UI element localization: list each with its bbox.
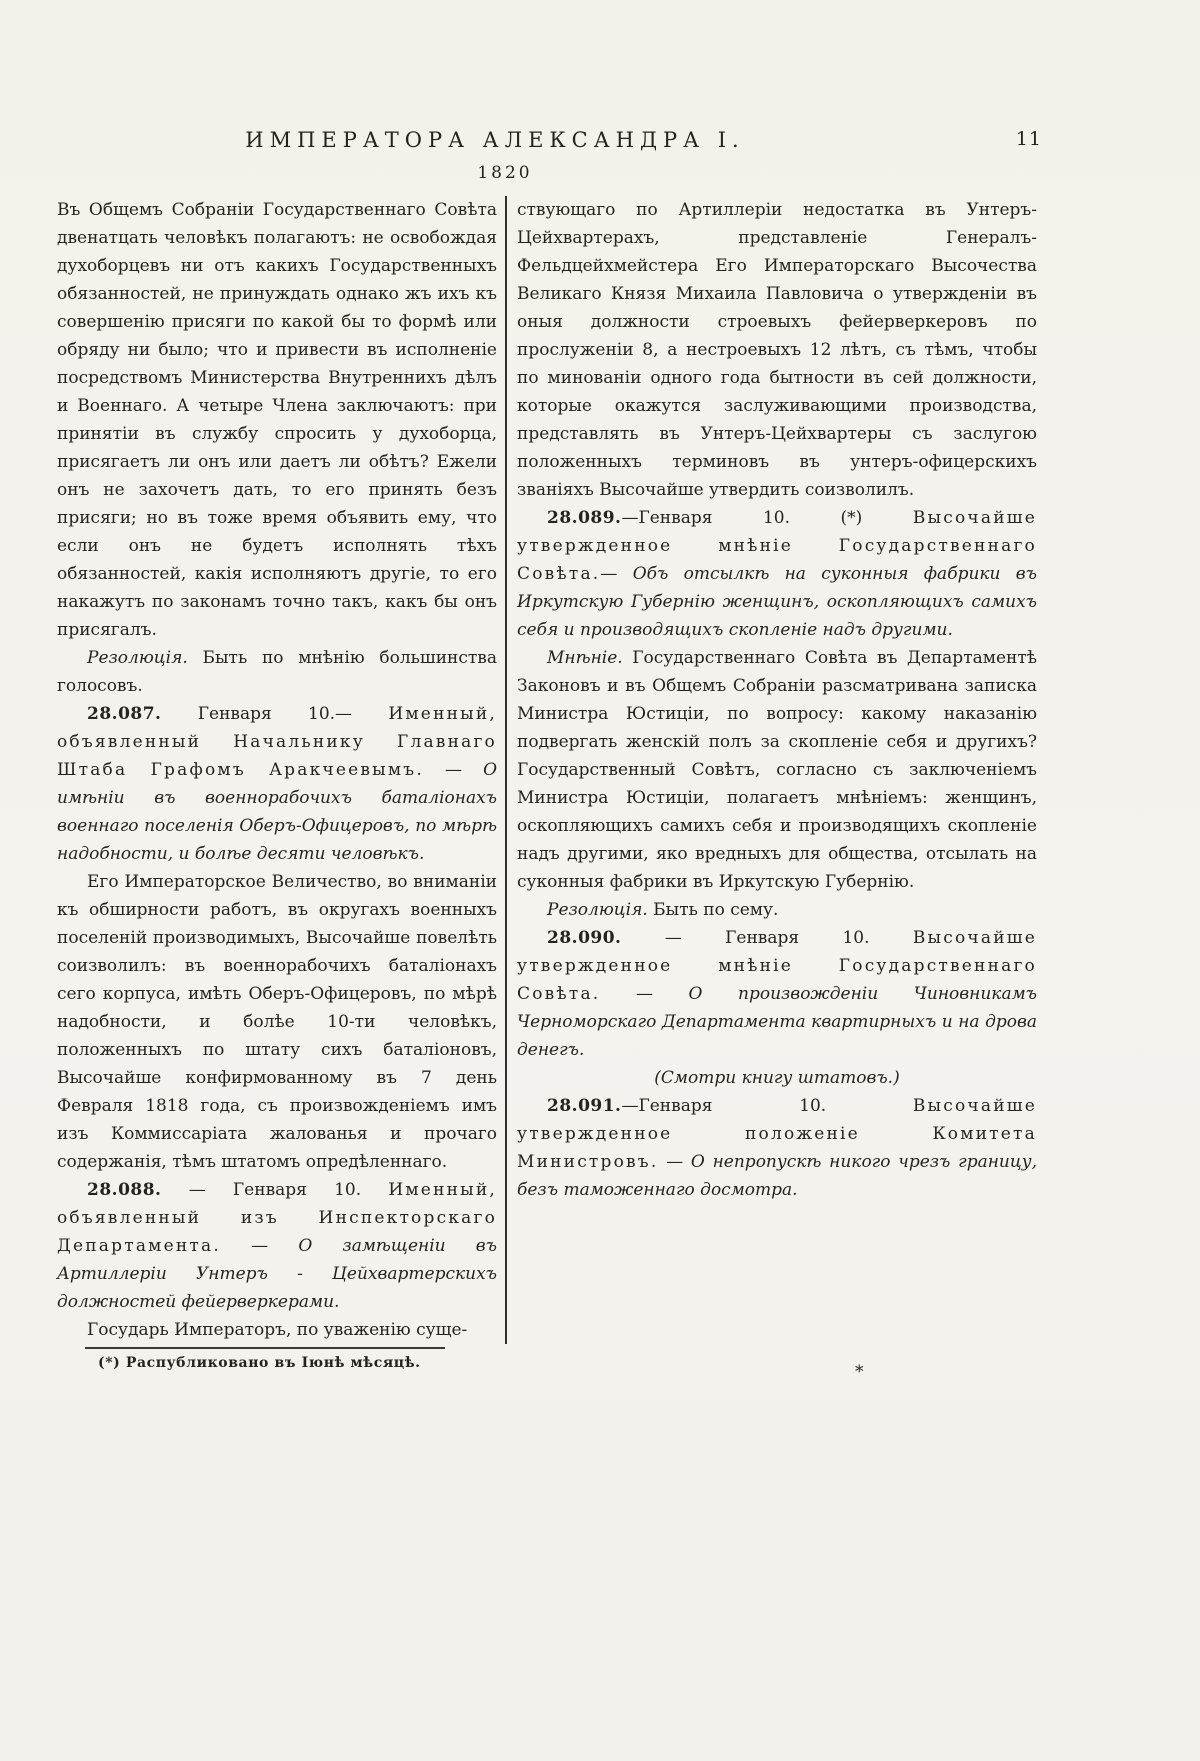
paragraph: [57, 644, 497, 700]
paragraph: [517, 896, 1037, 924]
paragraph: [517, 196, 1037, 504]
paragraph: [57, 700, 497, 868]
paragraph: [57, 868, 497, 1176]
text-segment: — Генваря 10.: [161, 1180, 389, 1200]
column-divider: [505, 196, 507, 1344]
text-segment: Высочайше утвержденное положеніе Комитета Министровъ.: [517, 1096, 1037, 1172]
text-segment: Въ Общемъ Собраніи Государственнаго Совѣта двенатцать человѣкъ полагаютъ: не освобождая духоборцевъ ни отъ какихъ Государственныхъ обязанностей, не принуждать однако жъ ихъ къ совершенію присяги по какой бы то формѣ или обряду ни было; что и привести въ исполненіе посредствомъ Министерства Внутреннихъ дѣлъ и Военнаго. А четыре Члена заключаютъ: при принятіи въ службу спросить у духоборца, присягаетъ ли онъ или даетъ ли обѣтъ? Ежели онъ не захочетъ дать, то его принять безъ присяги; но въ тоже время объявить ему, что если онъ не будетъ исполнять тѣхъ обязанностей, какія исполняютъ другіе, то его накажутъ по законамъ точно такъ, какъ бы онъ присягалъ.: [57, 200, 497, 640]
footnote-rule: [85, 1347, 445, 1349]
text-segment: Резолюція.: [547, 900, 648, 920]
footnote: (*) Распубликовано въ Іюнѣ мѣсяцѣ.: [98, 1355, 421, 1371]
text-segment: Государь Императоръ, по уваженію суще-: [87, 1320, 468, 1340]
text-segment: 28.089.: [547, 508, 622, 528]
text-segment: Именный, объявленный Начальнику Главнаго Штаба Графомъ Аракчеевымъ.: [57, 704, 497, 780]
text-segment: (Смотри книгу штатовъ.): [654, 1068, 900, 1088]
text-segment: —: [423, 760, 484, 780]
page-number: 11: [1015, 128, 1042, 150]
running-title: ИМПЕРАТОРА АЛЕКСАНДРА I.: [245, 128, 745, 152]
text-segment: — Генваря 10.: [621, 928, 913, 948]
text-segment: О замѣщеніи въ Артиллеріи Унтеръ - Цейхвартерскихъ должностей фейерверкерами.: [57, 1236, 497, 1312]
text-segment: Мнѣніе.: [547, 648, 623, 668]
right-column: [517, 196, 1037, 1344]
text-segment: 28.088.: [87, 1180, 162, 1200]
text-segment: Генваря 10.—: [161, 704, 389, 724]
paragraph: [517, 1092, 1037, 1204]
text-segment: —Генваря 10. (*): [621, 508, 913, 528]
text-segment: Резолюція.: [87, 648, 188, 668]
text-columns: [57, 196, 1047, 1344]
paragraph: [57, 196, 497, 644]
text-segment: —: [220, 1236, 299, 1256]
text-segment: —: [658, 1152, 691, 1172]
paragraph: [517, 924, 1037, 1064]
paragraph: [517, 504, 1037, 644]
signature-mark: *: [855, 1362, 864, 1382]
paragraph: [517, 644, 1037, 896]
text-segment: 28.090.: [547, 928, 622, 948]
text-segment: Высочайше утвержденное мнѣніе Государственнаго Совѣта.: [517, 508, 1037, 584]
left-column: [57, 196, 497, 1344]
text-segment: ствующаго по Артиллеріи недостатка въ Унтеръ-Цейхвартерахъ, представленіе Генералъ-Фельдцейхмейстера Его Императорскаго Высочества Великаго Князя Михаила Павловича о утвержденіи въ оныя должности строевыхъ фейерверкеровъ по прослуженіи 8, а нестроевыхъ 12 лѣтъ, съ тѣмъ, чтобы по минованіи одного года бытности въ сей должности, которые окажутся заслуживающими производства, представлять въ Унтеръ-Цейхвартеры съ заслугою положенныхъ терминовъ въ унтеръ-офицерскихъ званіяхъ Высочайше утвердить соизволилъ.: [517, 200, 1037, 500]
text-segment: О имѣніи въ военнорабочихъ баталіонахъ военнаго поселенія Оберъ-Офицеровъ, по мѣрѣ надобности, и болѣе десяти человѣкъ.: [57, 760, 497, 864]
text-segment: О непропускѣ никого чрезъ границу, безъ таможеннаго досмотра.: [517, 1152, 1037, 1200]
paragraph: [517, 1064, 1037, 1092]
paragraph: [57, 1316, 497, 1344]
text-segment: —: [600, 564, 633, 584]
text-segment: 28.091.: [547, 1096, 622, 1116]
text-segment: —: [600, 984, 689, 1004]
text-segment: Государственнаго Совѣта въ Департаментѣ Законовъ и въ Общемъ Собраніи разсматривана записка Министра Юстиціи, по вопросу: какому наказанію подвергать женскій полъ за скопленіе себя и другихъ? Государственный Совѣтъ, согласно съ заключеніемъ Министра Юстиціи, полагаетъ мнѣніемъ: женщинъ, оскопляющихъ самихъ себя и производящихъ скопленіе надъ другими, яко вредныхъ для общества, отсылать на суконныя фабрики въ Иркутскую Губернію.: [517, 648, 1037, 892]
text-segment: Его Императорское Величество, во вниманіи къ обширности работъ, въ округахъ военныхъ поселеній производимыхъ, Высочайше повелѣть соизволилъ: въ военнорабочихъ баталіонахъ сего корпуса, имѣть Оберъ-Офицеровъ, по мѣрѣ надобности, и болѣе 10-ти человѣкъ, положенныхъ по штату сихъ баталіоновъ, Высочайше конфирмованному въ 7 день Февраля 1818 года, съ произвожденіемъ имъ изъ Коммиссаріата жалованья и прочаго содержанія, тѣмъ штатомъ опредѣленнаго.: [57, 872, 497, 1172]
text-segment: Быть по сему.: [647, 900, 779, 920]
text-segment: Именный, объявленный изъ Инспекторскаго Департамента.: [57, 1180, 497, 1256]
text-segment: —Генваря 10.: [621, 1096, 913, 1116]
text-segment: Высочайше утвержденное мнѣніе Государственнаго Совѣта.: [517, 928, 1037, 1004]
paragraph: [57, 1176, 497, 1316]
text-segment: Объ отсылкѣ на суконныя фабрики въ Иркутскую Губернію женщинъ, оскопляющихъ самихъ себя и производящихъ скопленіе надъ другими.: [517, 564, 1037, 640]
text-segment: Быть по мнѣнію большинства голосовъ.: [57, 648, 497, 696]
text-segment: О произвожденіи Чиновникамъ Черноморскаго Департамента квартирныхъ и на дрова денегъ.: [517, 984, 1037, 1060]
year-heading: 1820: [477, 163, 533, 183]
text-segment: 28.087.: [87, 704, 162, 724]
